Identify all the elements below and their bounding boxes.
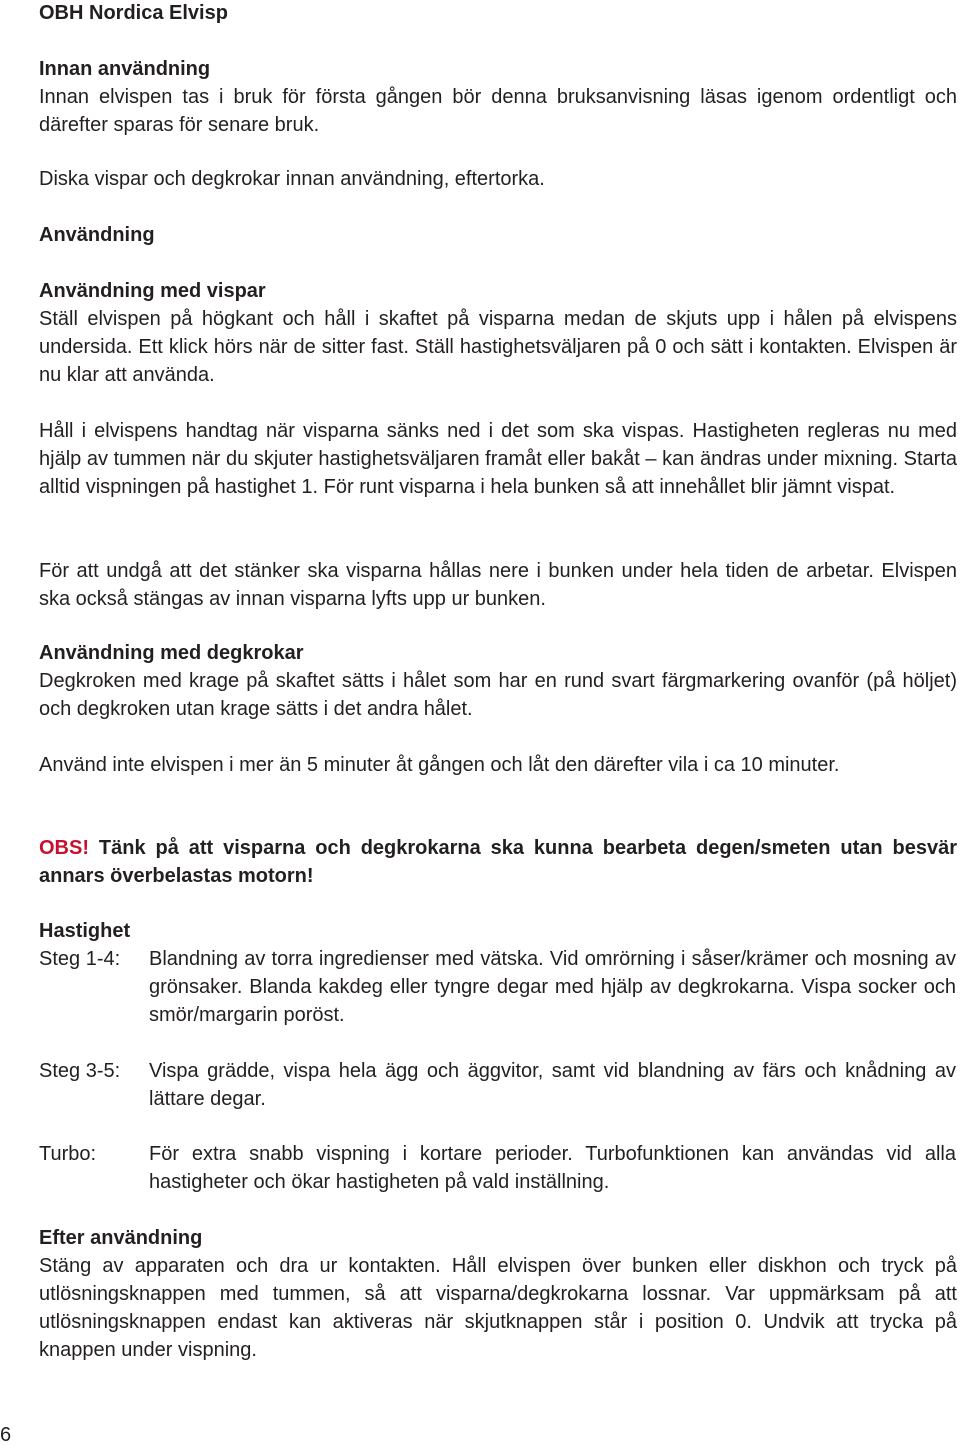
page-number: 6 — [0, 1424, 12, 1446]
speed-description: Vispa grädde, vispa hela ägg och äggvitor, samt vid blandning av färs och knådning av lättare degar. — [149, 1060, 956, 1110]
speed-heading: Hastighet — [39, 920, 131, 942]
dough-heading: Användning med degkrokar — [39, 642, 304, 664]
speed-section — [39, 917, 957, 945]
document-title: OBH Nordica Elvisp — [39, 2, 228, 24]
after-use-heading: Efter användning — [39, 1227, 203, 1249]
speed-label: Steg 1-4: — [39, 948, 121, 970]
dough-paragraph-2-block — [39, 751, 957, 779]
speed-label: Steg 3-5: — [39, 1060, 121, 1082]
before-use-paragraph-2: Diska vispar och degkrokar innan användning, eftertorka. — [39, 168, 545, 190]
usage-section — [39, 221, 957, 249]
dough-paragraph-1: Degkroken med krage på skaftet sätts i hålet som har en rund svart färgmarkering ovanför (på höljet) och degkroken utan krage sätts i det andra hålet. — [39, 670, 957, 720]
before-use-paragraph-1: Innan elvispen tas i bruk för första gången bör denna bruksanvisning läsas igenom ordentligt och därefter sparas för senare bruk. — [39, 86, 957, 136]
whisk-paragraph-3-block — [39, 557, 957, 613]
whisk-paragraph-3: För att undgå att det stänker ska visparna hållas nere i bunken under hela tiden de arbetar. Elvispen ska också stängas av innan visparna lyfts upp ur bunken. — [39, 560, 957, 610]
whisk-paragraph-2: Håll i elvispens handtag när visparna sänks ned i det som ska vispas. Hastigheten regleras nu med hjälp av tummen när du skjuter hastighetsväljaren framåt eller bakåt – kan ändras under mixning. Starta alltid vispningen på hastighet 1. För runt visparna i hela bunken så att innehållet blir jämnt vispat. — [39, 420, 957, 498]
dough-section — [39, 639, 957, 723]
after-use-section — [39, 1224, 957, 1364]
speed-description: För extra snabb vispning i kortare perioder. Turbofunktionen kan användas vid alla hastigheter och ökar hastigheten på vald inställning. — [149, 1143, 956, 1193]
after-use-paragraph: Stäng av apparaten och dra ur kontakten. Håll elvispen över bunken eller diskhon och tryck på utlösningsknappen med tummen, så att visparna/degkrokarna lossnar. Var uppmärksam på att utlösningsknappen endast kan aktiveras när skjutknappen står i position 0. Undvik att trycka på knappen under vispning. — [39, 1255, 957, 1361]
before-use-section — [39, 55, 957, 139]
obs-text: Tänk på att visparna och degkrokarna ska kunna bearbeta degen/smeten utan besvär annars överbelastas motorn! — [39, 837, 957, 887]
whisk-heading: Användning med vispar — [39, 280, 266, 302]
speed-description: Blandning av torra ingredienser med vätska. Vid omrörning i såser/krämer och mosning av grönsaker. Blanda kakdeg eller tyngre degar med hjälp av degkrokarna. Vispa socker och smör/margarin poröst. — [149, 948, 956, 1026]
dough-paragraph-2: Använd inte elvispen i mer än 5 minuter åt gången och låt den därefter vila i ca 10 minuter. — [39, 754, 840, 776]
whisk-paragraph-2-block — [39, 417, 957, 501]
speed-label: Turbo: — [39, 1143, 97, 1165]
obs-label: OBS! — [39, 837, 89, 859]
usage-heading: Användning — [39, 224, 155, 246]
obs-warning-text — [39, 834, 957, 890]
before-use-paragraph-2-block — [39, 165, 957, 193]
before-use-heading: Innan användning — [39, 58, 211, 80]
whisk-paragraph-1: Ställ elvispen på högkant och håll i skaftet på visparna medan de skjuts upp i hålen på elvispens undersida. Ett klick hörs när de sitter fast. Ställ hastighetsväljaren på 0 och sätt i kontakten. Elvispen är nu klar att använda. — [39, 308, 957, 386]
whisk-section — [39, 277, 957, 389]
obs-warning — [39, 834, 957, 890]
